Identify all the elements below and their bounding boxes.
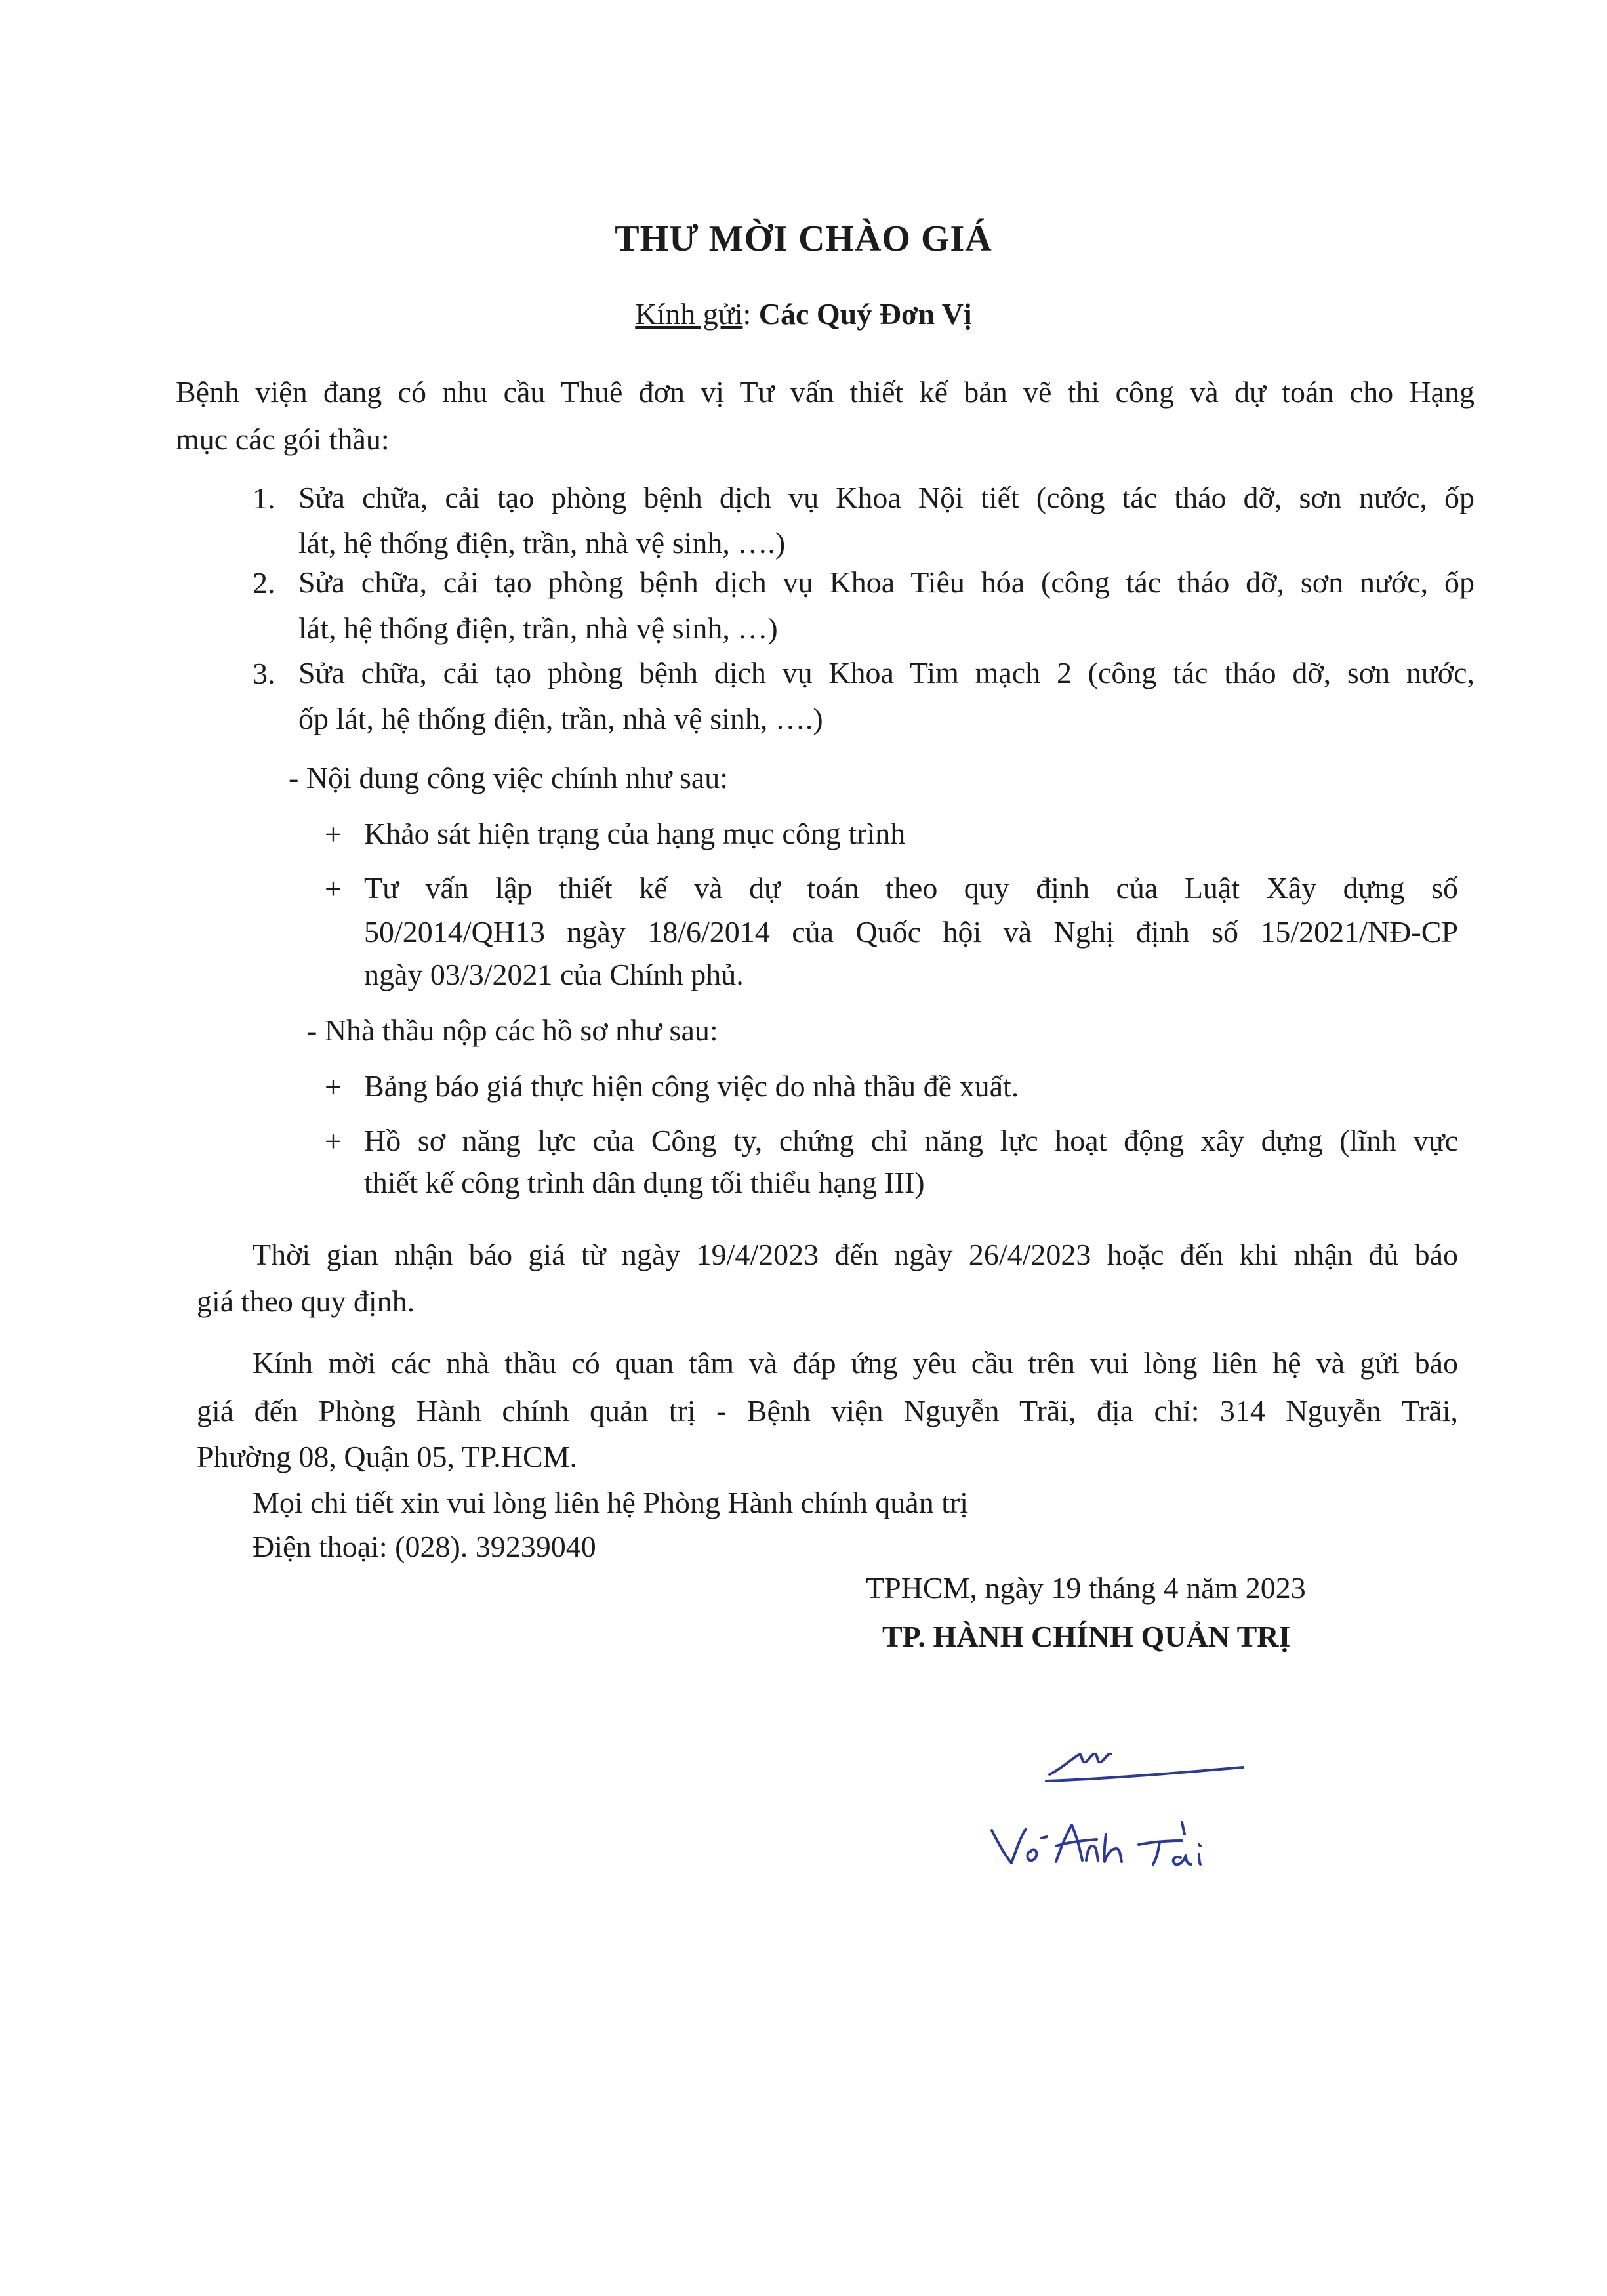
work-bullet-1-marker: + [325,817,342,851]
work-bullet-1-line-1: Khảo sát hiện trạng của hạng mục công trình [364,817,906,850]
handwritten-signature [984,1706,1325,1902]
docs-bullet-2-line-2: thiết kế công trình dân dụng tối thiểu hạng III) [364,1166,925,1199]
recipient-line [0,297,1607,331]
contact-phone: Điện thoại: (028). 39239040 [253,1530,596,1563]
work-bullet-2-line-3: ngày 03/3/2021 của Chính phủ. [364,958,744,991]
recipient-name: Các Quý Đơn Vị [758,297,972,331]
intro-line-2: mục các gói thầu: [176,422,390,456]
docs-bullet-2-marker: + [325,1124,342,1158]
item-1-line-2: lát, hệ thống điện, trần, nhà vệ sinh, ….) [298,526,786,560]
deadline-line-2: giá theo quy định. [197,1284,415,1318]
recipient-colon: : [742,297,752,331]
invitation-line-1: Kính mời các nhà thầu có quan tâm và đáp ứng yêu cầu trên vui lòng liên hệ và gửi báo [253,1346,1458,1380]
item-3-line-1: Sửa chữa, cải tạo phòng bệnh dịch vụ Khoa Tim mạch 2 (công tác tháo dỡ, sơn nước, [298,656,1475,689]
invitation-line-2: giá đến Phòng Hành chính quản trị - Bệnh viện Nguyễn Trãi, địa chỉ: 314 Nguyễn Trãi, [197,1394,1458,1427]
contact-details: Mọi chi tiết xin vui lòng liên hệ Phòng Hành chính quản trị [253,1486,969,1519]
recipient-prefix: Kính gửi [635,297,743,331]
item-number-1: 1. [253,482,275,515]
signer-position: TP. HÀNH CHÍNH QUẢN TRỊ [882,1620,1291,1653]
document-title: THƯ MỜI CHÀO GIÁ [615,218,992,259]
docs-section-heading: - Nhà thầu nộp các hồ sơ như sau: [307,1014,718,1047]
work-bullet-2-line-2: 50/2014/QH13 ngày 18/6/2014 của Quốc hội và Nghị định số 15/2021/NĐ-CP [364,915,1458,949]
intro-line-1: Bệnh viện đang có nhu cầu Thuê đơn vị Tư vấn thiết kế bản vẽ thi công và dự toán cho Hạng [176,375,1475,409]
item-number-3: 3. [253,657,275,690]
invitation-line-3: Phường 08, Quận 05, TP.HCM. [197,1440,578,1473]
item-2-line-2: lát, hệ thống điện, trần, nhà vệ sinh, …) [298,611,778,645]
item-2-line-1: Sửa chữa, cải tạo phòng bệnh dịch vụ Khoa Tiêu hóa (công tác tháo dỡ, sơn nước, ốp [298,565,1475,599]
item-number-2: 2. [253,566,275,600]
docs-bullet-2-line-1: Hồ sơ năng lực của Công ty, chứng chỉ năng lực hoạt động xây dựng (lĩnh vực [364,1124,1458,1157]
work-bullet-2-line-1: Tư vấn lập thiết kế và dự toán theo quy định của Luật Xây dựng số [364,871,1458,905]
place-date: TPHCM, ngày 19 tháng 4 năm 2023 [866,1571,1306,1605]
docs-bullet-1-line-1: Bảng báo giá thực hiện công việc do nhà thầu đề xuất. [364,1069,1019,1103]
item-1-line-1: Sửa chữa, cải tạo phòng bệnh dịch vụ Khoa Nội tiết (công tác tháo dỡ, sơn nước, ốp [298,481,1475,514]
docs-bullet-1-marker: + [325,1070,342,1103]
work-section-heading: - Nội dung công việc chính như sau: [289,761,729,794]
item-3-line-2: ốp lát, hệ thống điện, trần, nhà vệ sinh, ….) [298,702,823,735]
deadline-line-1: Thời gian nhận báo giá từ ngày 19/4/2023 đến ngày 26/4/2023 hoặc đến khi nhận đủ báo [253,1238,1458,1271]
work-bullet-2-marker: + [325,872,342,905]
